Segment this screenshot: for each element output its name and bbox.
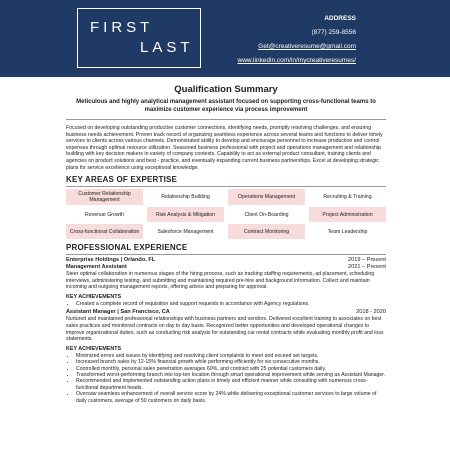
role2-row (66, 309, 386, 316)
summary-body: Focused on developing outstanding productive customer connections, identifying needs, promptly resolving challenges, and ensuring business needs achievement. Proven track record of organizing seamless experience across several teams and functions to deliver timely services to clients across various channels. Demonstrated ability to develop and encourage personnel to increase production and control expenses through optimal resource utilization. Seasoned business professional with project and operations management and relationship building with key decision makers in variety of company contexts. Capability to act as external product consultant, training clients and agencies on product solutions and best - practice, and eventually expanding current business partnerships. Excel at developing strategic plans for service excellence using exceptional knowledge. (66, 125, 383, 171)
role1-title: Management Assistant (66, 264, 127, 271)
role2-body: Nurtured and maintained professional relationships with business partners and vendors. Delivered excellent training to associates on best sales practices and monitored contracts on day to day basis. Recognized better opportunities and developed operational changes to improve organizational duties, such as conducting risk analysis for outstanding car rental contracts while evaluating monthly profit and loss statements. (66, 316, 384, 343)
achievement-item: • Increased branch sales by 12-15% financial growth while performing efficiently for six consecutive months. (76, 359, 386, 365)
role1-dates: 2021 – Present (348, 264, 386, 271)
resume-body (66, 84, 386, 406)
name-box (77, 8, 201, 68)
skill-item: Operations Management (228, 189, 305, 205)
skills-title: KEY AREAS OF EXPERTISE (66, 175, 178, 185)
summary-title: Qualification Summary (174, 84, 278, 95)
role1-body: Steer optimal collaboration in numerous stages of the hiring process, such as tracking staffing requirements, ad placement, scheduling interviews, administering testing, and submitting and maintaining required pre-hire and background information. Collect and maintain incoming and outgoing management reports, offering advice and preparing for approval. (66, 271, 375, 291)
skill-item: Risk Analysis & Mitigation (147, 207, 224, 222)
company: Enterprise Holdings | Orlando, FL (66, 257, 156, 264)
achievement-item: • Controlled monthly, personal sales penetration averages 60%, and contract with 25 potential customers daily. (76, 366, 386, 372)
phone: (877) 259-8556 (311, 29, 356, 36)
email-link[interactable]: Get@creativeresume@gmail.com (258, 43, 356, 50)
linkedin-link[interactable]: www.linkedin.com/in/mycreativeresumes/ (237, 57, 356, 64)
skill-item: Client On-Boarding (244, 211, 289, 218)
achievement-item: • Oversaw seamless enhancement of overall service score by 24% while delivering exceptional customer services to large volume of daily customers, average of 50 customers on daily basis. (76, 391, 386, 404)
achievement-item: • Created a complete record of requisition and support requests in accordance with Agency regulations. (76, 301, 386, 307)
skill-item: Team Leadership (327, 228, 368, 235)
contact-block (238, 12, 356, 68)
company-row (66, 257, 386, 264)
achievement-item: • Minimized errors and issues by identifying and resolving client complaints to meet and exceed set targets. (76, 353, 386, 359)
skill-item: Salesforce Management (157, 228, 214, 235)
skill-item: Project Administration (309, 207, 386, 222)
skill-item: Customer Relationship Management (66, 189, 143, 205)
address-label: ADDRESS (324, 15, 356, 22)
achievements-list-2 (66, 353, 386, 404)
resume-header (0, 0, 450, 77)
role2-dates: 2018 - 2020 (356, 309, 386, 316)
first-name: FIRST (90, 19, 154, 36)
achievement-item: • Transformed worst-performing branch into top-ten location through smart operational improvement while serving as Assistant Manager. (76, 372, 386, 378)
role1-row (66, 264, 386, 271)
skills-grid (66, 189, 386, 239)
divider (66, 119, 386, 120)
last-name: LAST (140, 39, 194, 56)
achievement-item: • Recommended and implemented outstanding action plans in timely and efficient manner while consulting with numerous cross-functional department heads. (76, 378, 386, 391)
skill-item: Revenue Growth (85, 211, 124, 218)
skill-item: Recruiting & Training (323, 194, 372, 201)
experience-title: PROFESSIONAL EXPERIENCE (66, 243, 188, 253)
role2-title: Assistant Manager | San Francisco, CA (66, 309, 170, 316)
key-achievements-2: KEY ACHIEVEMENTS (66, 345, 122, 352)
skill-item: Cross-functional Collaboration (66, 224, 143, 239)
company-dates: 2019 – Present (348, 257, 386, 264)
skill-item: Relationship Building (161, 194, 210, 201)
skill-item: Contract Monitoring (228, 224, 305, 239)
achievements-list-1 (66, 301, 386, 307)
divider (66, 254, 386, 255)
divider (66, 186, 386, 187)
key-achievements-1: KEY ACHIEVEMENTS (66, 293, 122, 300)
summary-lead: Meticulous and highly analytical management assistant focused on supporting cross-functional teams to maximize customer experience via process improvement (76, 99, 376, 113)
